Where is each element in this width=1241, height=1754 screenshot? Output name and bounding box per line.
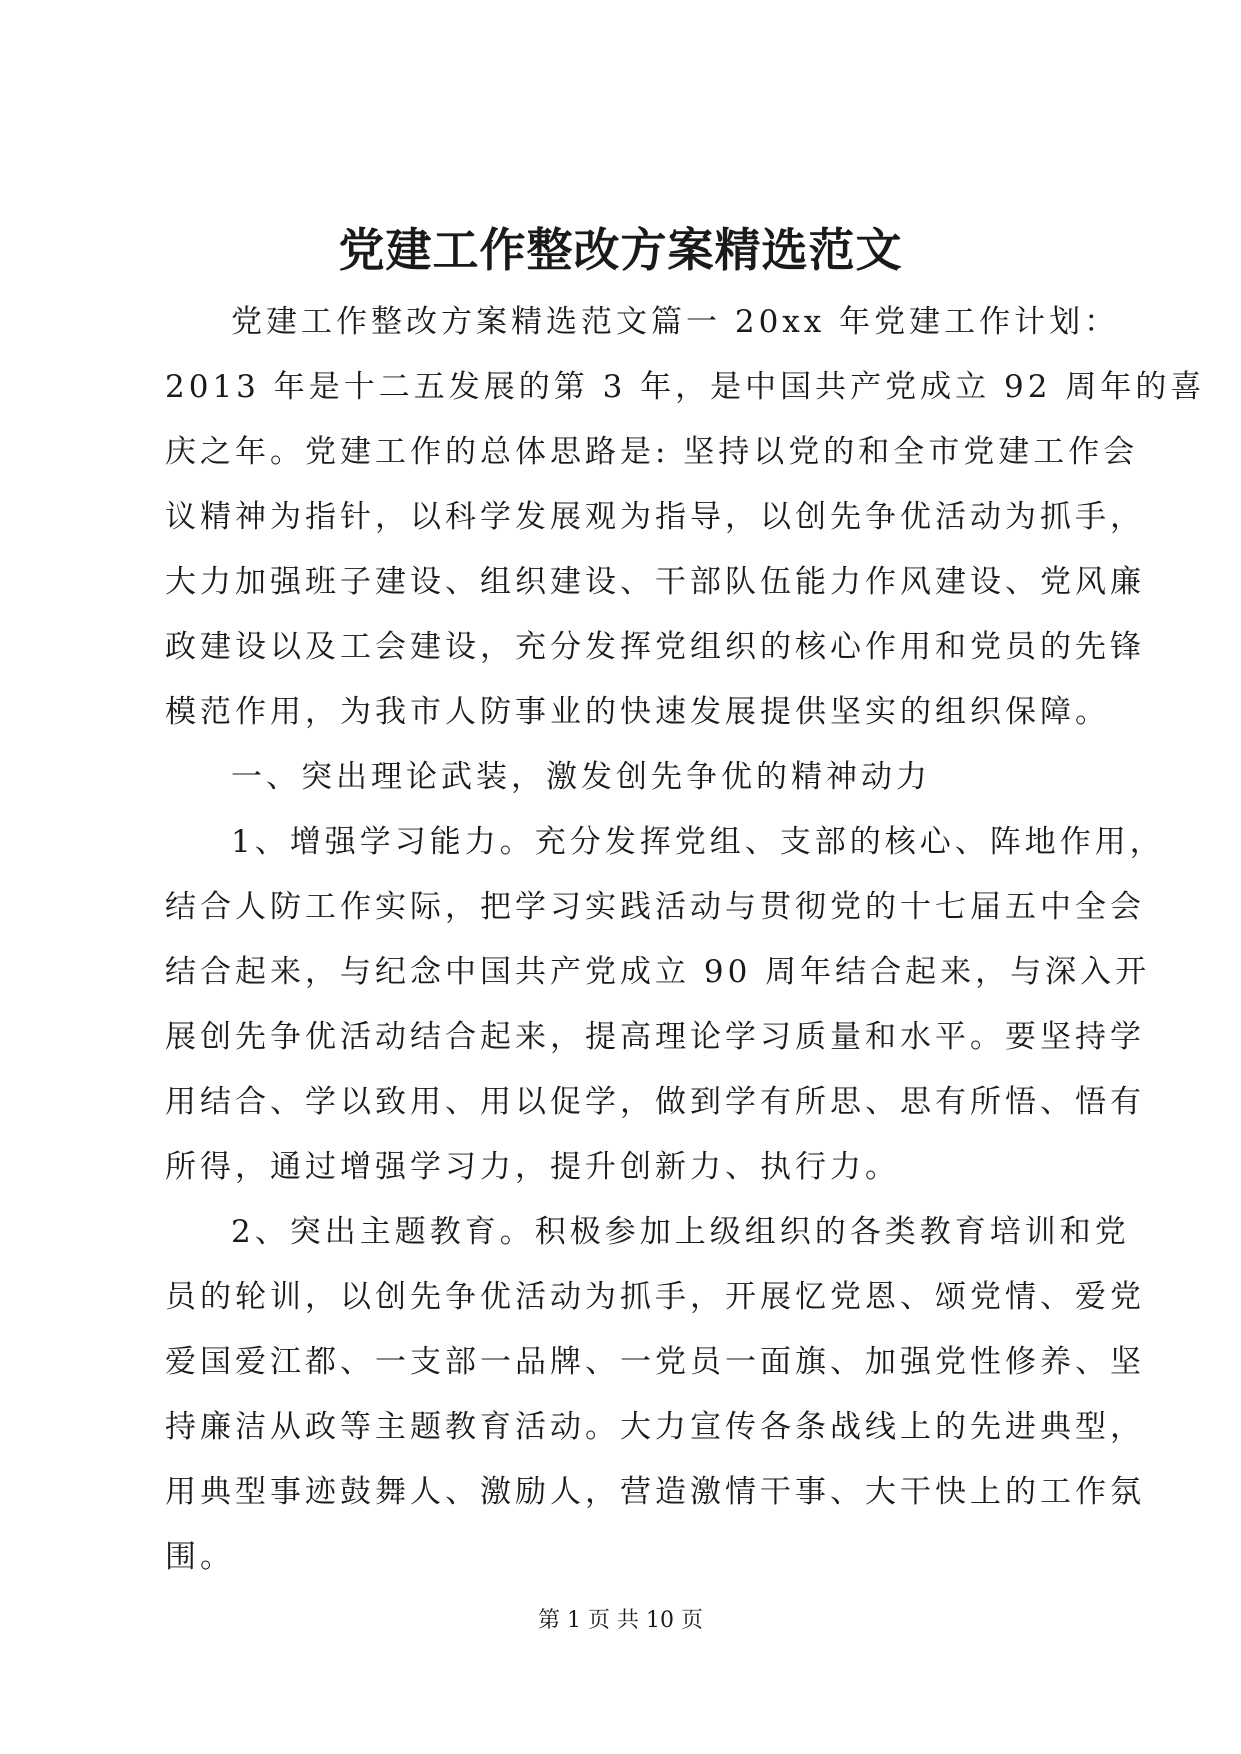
paragraph-line: 党建工作整改方案精选范文篇一 20xx 年党建工作计划： bbox=[231, 304, 1120, 340]
document-title: 党建工作整改方案精选范文 bbox=[338, 223, 903, 277]
paragraph-line: 议精神为指针，以科学发展观为指导，以创先争优活动为抓手， bbox=[165, 499, 1145, 535]
section-heading: 一、突出理论武装，激发创先争优的精神动力 bbox=[231, 759, 931, 795]
paragraph-line: 展创先争优活动结合起来，提高理论学习质量和水平。要坚持学 bbox=[165, 1019, 1145, 1055]
paragraph-line: 2013 年是十二五发展的第 3 年，是中国共产党成立 92 周年的喜 bbox=[165, 369, 1206, 405]
paragraph-line: 持廉洁从政等主题教育活动。大力宣传各条战线上的先进典型， bbox=[165, 1409, 1145, 1445]
paragraph-line: 员的轮训，以创先争优活动为抓手，开展忆党恩、颂党情、爱党 bbox=[165, 1279, 1145, 1315]
document-body bbox=[165, 290, 1206, 1590]
paragraph-line: 用典型事迹鼓舞人、激励人，营造激情干事、大干快上的工作氛 bbox=[165, 1474, 1145, 1510]
paragraph-line: 2、突出主题教育。积极参加上级组织的各类教育培训和党 bbox=[231, 1214, 1130, 1250]
paragraph-line: 结合起来，与纪念中国共产党成立 90 周年结合起来，与深入开 bbox=[165, 954, 1151, 990]
paragraph-line: 1、增强学习能力。充分发挥党组、支部的核心、阵地作用， bbox=[231, 824, 1165, 860]
paragraph-line: 用结合、学以致用、用以促学，做到学有所思、思有所悟、悟有 bbox=[165, 1084, 1145, 1120]
paragraph-line: 庆之年。党建工作的总体思路是: 坚持以党的和全市党建工作会 bbox=[165, 434, 1139, 470]
paragraph-line: 围。 bbox=[165, 1539, 235, 1575]
page-number-footer: 第 1 页 共 10 页 bbox=[538, 1608, 703, 1633]
paragraph-line: 结合人防工作实际，把学习实践活动与贯彻党的十七届五中全会 bbox=[165, 889, 1145, 925]
paragraph-line: 模范作用，为我市人防事业的快速发展提供坚实的组织保障。 bbox=[165, 694, 1110, 730]
paragraph-line: 政建设以及工会建设，充分发挥党组织的核心作用和党员的先锋 bbox=[165, 629, 1145, 665]
paragraph-line: 大力加强班子建设、组织建设、干部队伍能力作风建设、党风廉 bbox=[165, 564, 1145, 600]
paragraph-line: 所得，通过增强学习力，提升创新力、执行力。 bbox=[165, 1149, 900, 1185]
paragraph-line: 爱国爱江都、一支部一品牌、一党员一面旗、加强党性修养、坚 bbox=[165, 1344, 1145, 1380]
